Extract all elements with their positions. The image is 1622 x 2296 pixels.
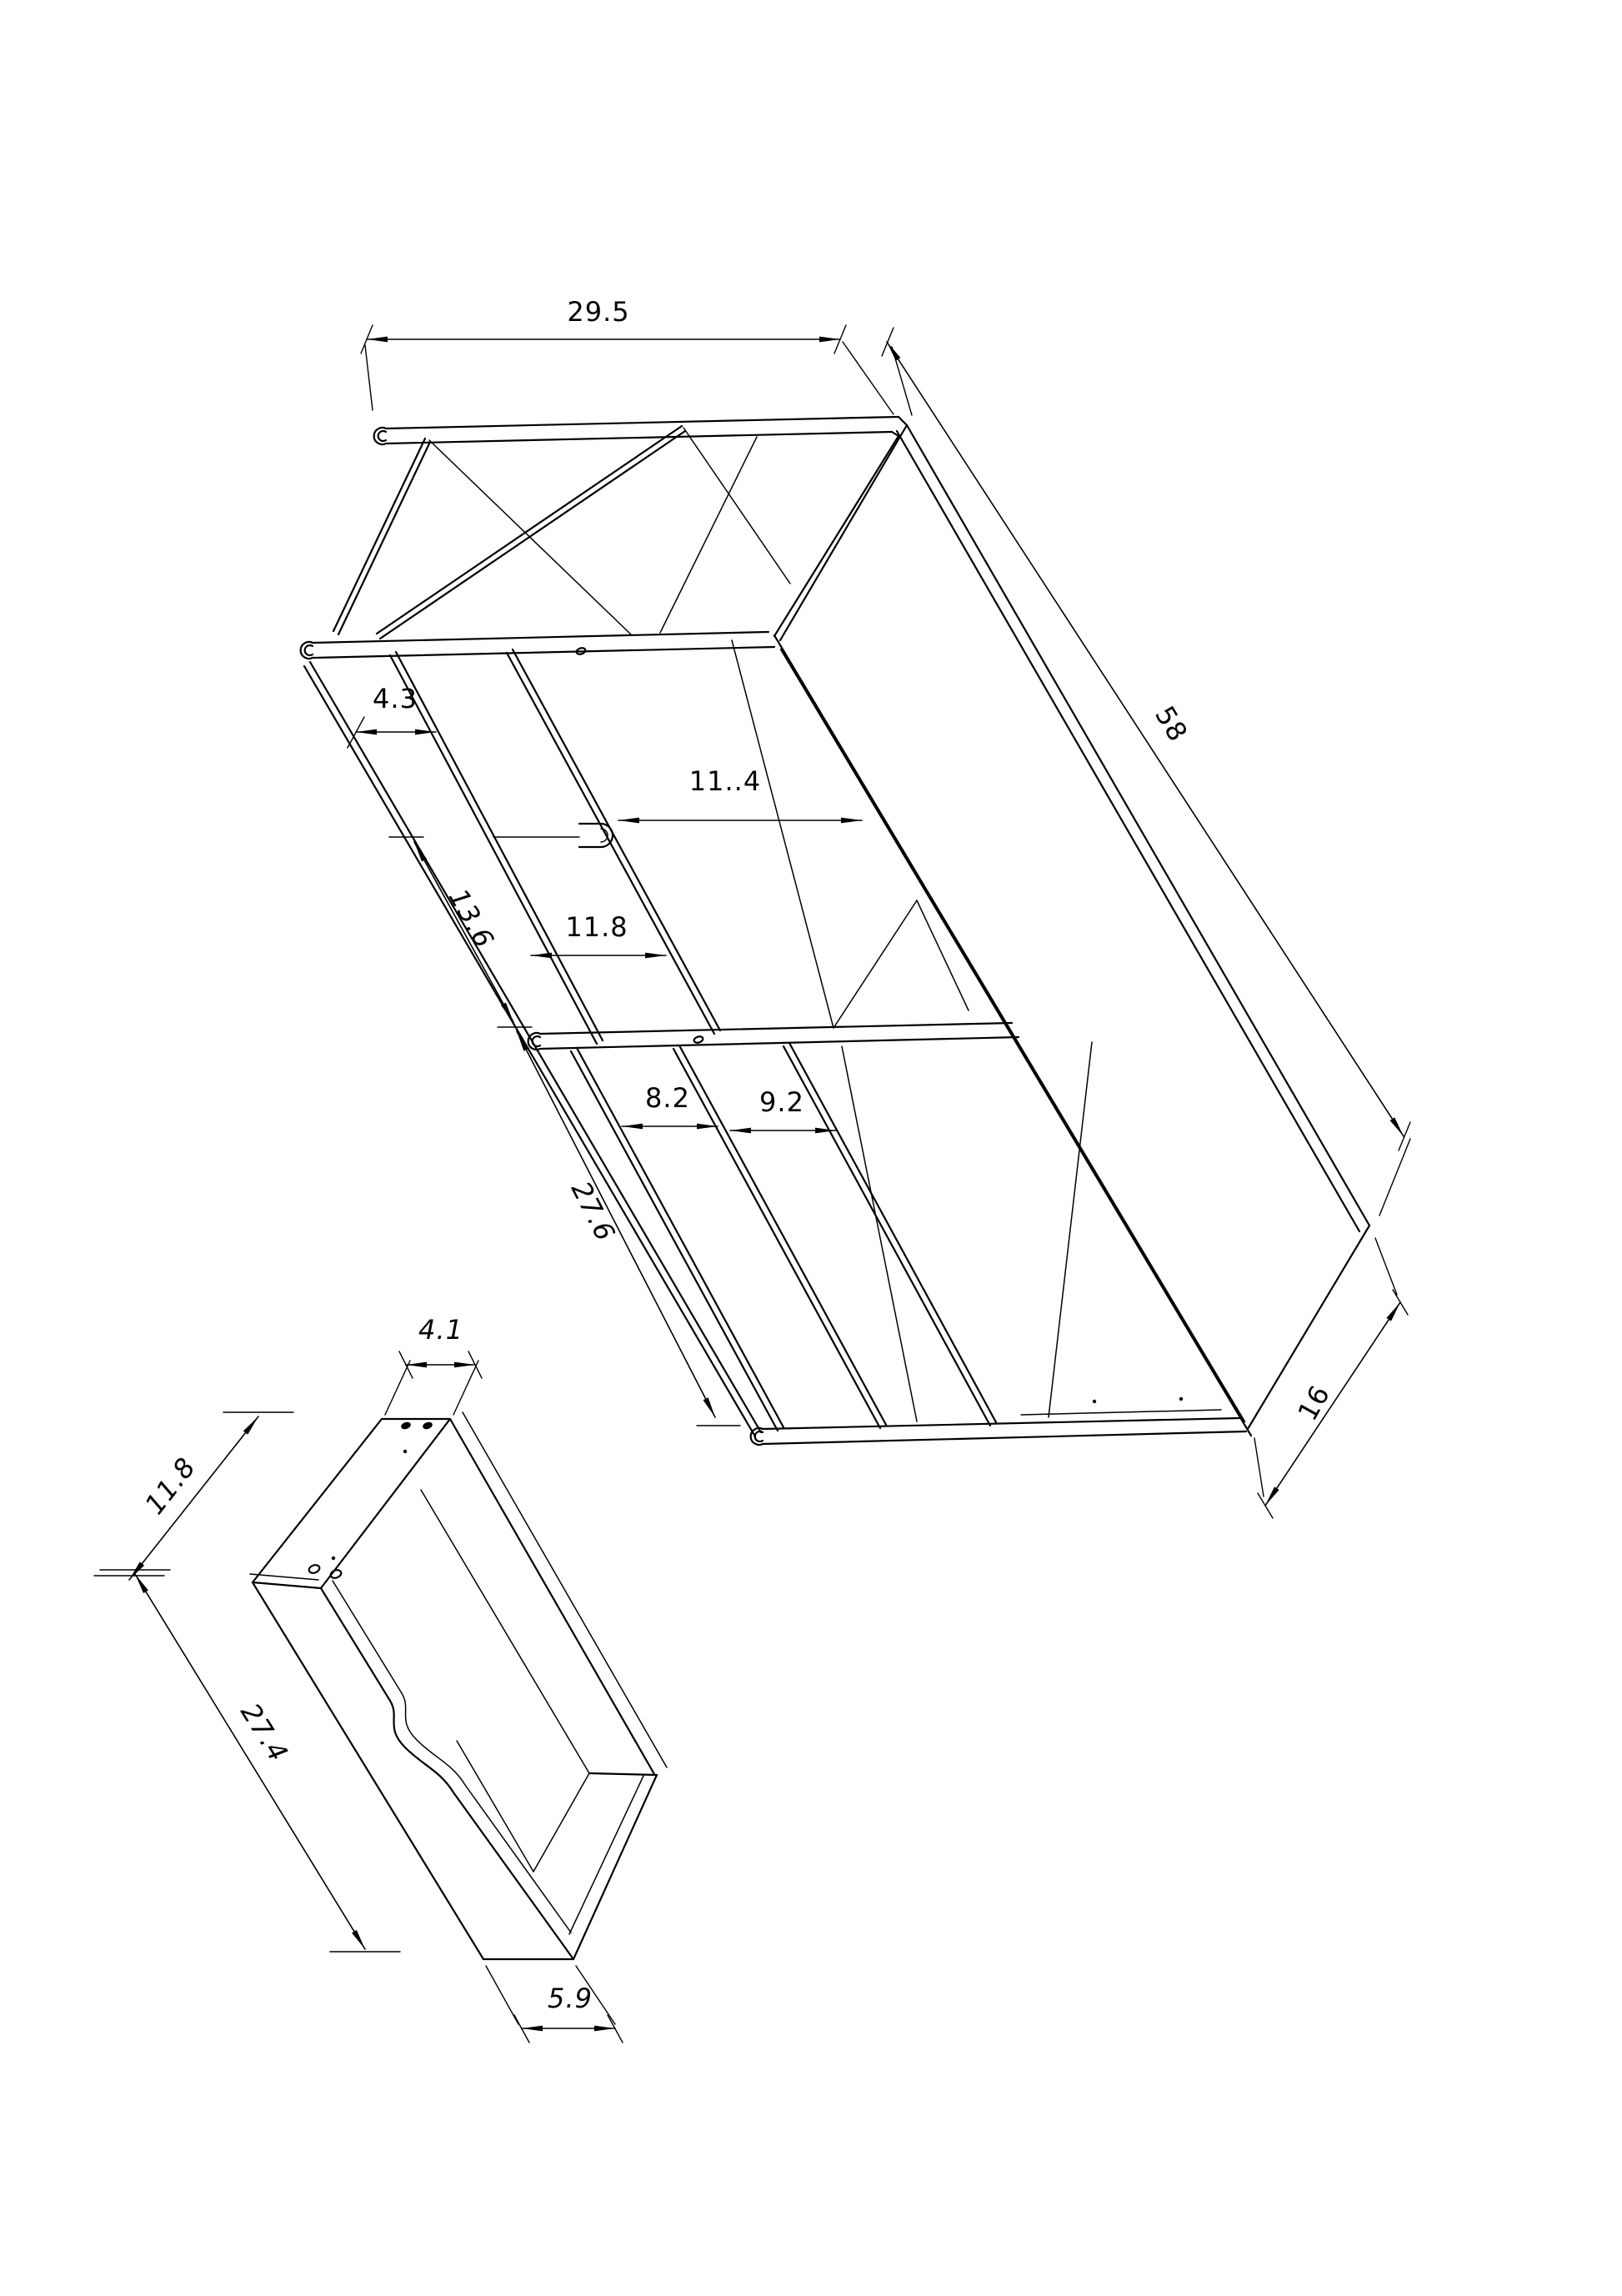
deck-slat <box>507 649 720 1034</box>
dimension-label: 4.3 <box>373 683 418 714</box>
deck-left-edge-inner <box>304 666 755 1436</box>
top-rail-corner <box>892 417 907 436</box>
deck-wire <box>834 900 917 1028</box>
deck-edge-line <box>1021 1410 1221 1415</box>
dimension-label: 27.6 <box>564 1176 622 1247</box>
dimension-label: 58 <box>1149 700 1194 748</box>
dim-length-27-4 <box>100 1570 400 1952</box>
extension-line <box>1379 1139 1410 1216</box>
panel-thickness-edge <box>250 1574 318 1580</box>
drawer-view <box>250 1412 667 1959</box>
second-rail-outline <box>313 647 774 658</box>
floor-right-edge <box>533 1773 589 1872</box>
brace-wire <box>683 428 790 584</box>
side-panel-bottom-edge <box>774 635 1244 1421</box>
diagonal-brace <box>333 439 430 634</box>
side-panel-top-edge-inner <box>897 431 1359 1231</box>
drawer-side-panel <box>253 1419 450 1588</box>
frame-dimensions <box>348 296 1410 1518</box>
extension-line <box>892 347 912 415</box>
dimension-line <box>135 1574 365 1949</box>
drawer-end-inner-edge <box>569 1776 643 1934</box>
extension-line <box>453 1361 478 1415</box>
brace-wire <box>429 440 631 634</box>
drawer-end-outer-edge <box>573 1775 657 1959</box>
top-rail-end-cap <box>378 431 386 441</box>
rail-hole <box>693 1035 704 1044</box>
dimension-label: 5.9 <box>548 1983 593 2014</box>
brace-wire <box>660 437 757 633</box>
dimension-label: 11.8 <box>565 911 628 943</box>
dim-width-29-5 <box>361 296 894 414</box>
dimension-label: 27.4 <box>234 1697 295 1768</box>
deck-wire <box>1049 1042 1092 1417</box>
dim-gap-11-8 <box>531 911 666 955</box>
screw-hole <box>422 1421 433 1431</box>
pin-hole <box>403 1450 407 1453</box>
dim-width-5-9 <box>486 1966 623 2043</box>
side-panel-bottom-edge-inner <box>781 649 1251 1436</box>
middle-rail-end-cap <box>533 1036 540 1046</box>
middle-rail-outline <box>540 1023 1012 1034</box>
side-panel-top-edge <box>907 425 1369 1226</box>
dimension-label: 13.6 <box>442 883 501 954</box>
drawer-back-top-edge <box>450 1419 654 1774</box>
corner-post <box>774 436 899 636</box>
dimension-label: 11..4 <box>688 765 762 797</box>
dimension-label: 16 <box>1291 1379 1337 1426</box>
dimension-label: 9.2 <box>759 1086 804 1118</box>
dimension-line <box>887 342 1404 1136</box>
drawer-dimensions <box>94 1314 623 2043</box>
dim-flange-4-1 <box>385 1314 482 1415</box>
handle-recess-inner-edge <box>333 1581 571 1933</box>
top-rail-outline <box>386 417 899 429</box>
deck-wire <box>732 640 834 1028</box>
corner-post <box>780 425 907 640</box>
dim-span-27-6 <box>517 1031 740 1426</box>
extension-line <box>385 1361 410 1415</box>
far-rail-outline <box>763 1431 1246 1444</box>
panel-dot <box>1179 1397 1183 1401</box>
drawer-end-top-edge <box>589 1773 657 1775</box>
panel-dot <box>1093 1400 1096 1403</box>
drawer-front-top-edge-with-handle-recess <box>321 1588 573 1959</box>
dimension-label: 11.8 <box>138 1451 203 1521</box>
dimension-label: 29.5 <box>567 296 630 328</box>
deck-slat <box>390 652 603 1044</box>
extension-line <box>843 342 894 414</box>
screw-hole <box>400 1421 412 1431</box>
extension-line <box>1254 1438 1264 1496</box>
extension-line <box>365 345 373 410</box>
dimension-line <box>1265 1302 1400 1506</box>
floor-front-edge <box>457 1741 533 1872</box>
dim-gap-9-2 <box>730 1086 836 1130</box>
dimension-label: 8.2 <box>645 1082 690 1114</box>
dim-gap-11-4 <box>618 765 862 820</box>
deck-slat <box>783 1043 996 1426</box>
dim-height-11-8 <box>94 1412 293 1580</box>
oblique-tick <box>1399 1122 1410 1151</box>
slot-hole <box>308 1564 320 1575</box>
oblique-tick <box>882 328 894 356</box>
extension-line <box>486 1966 518 2024</box>
second-rail-end-cap <box>305 645 313 655</box>
slot-hole <box>329 1569 342 1580</box>
extension-line <box>1375 1238 1397 1295</box>
dim-length-58 <box>882 328 1410 1216</box>
far-rail-outline <box>763 1418 1239 1429</box>
dimension-label: 4.1 <box>418 1314 463 1346</box>
drawer-back-inner-edge <box>421 1490 589 1773</box>
drawer-back-top-edge-outer <box>463 1412 667 1767</box>
pin-hole <box>332 1557 335 1560</box>
top-rail-outline <box>386 432 892 444</box>
middle-rail-outline <box>540 1037 1019 1049</box>
